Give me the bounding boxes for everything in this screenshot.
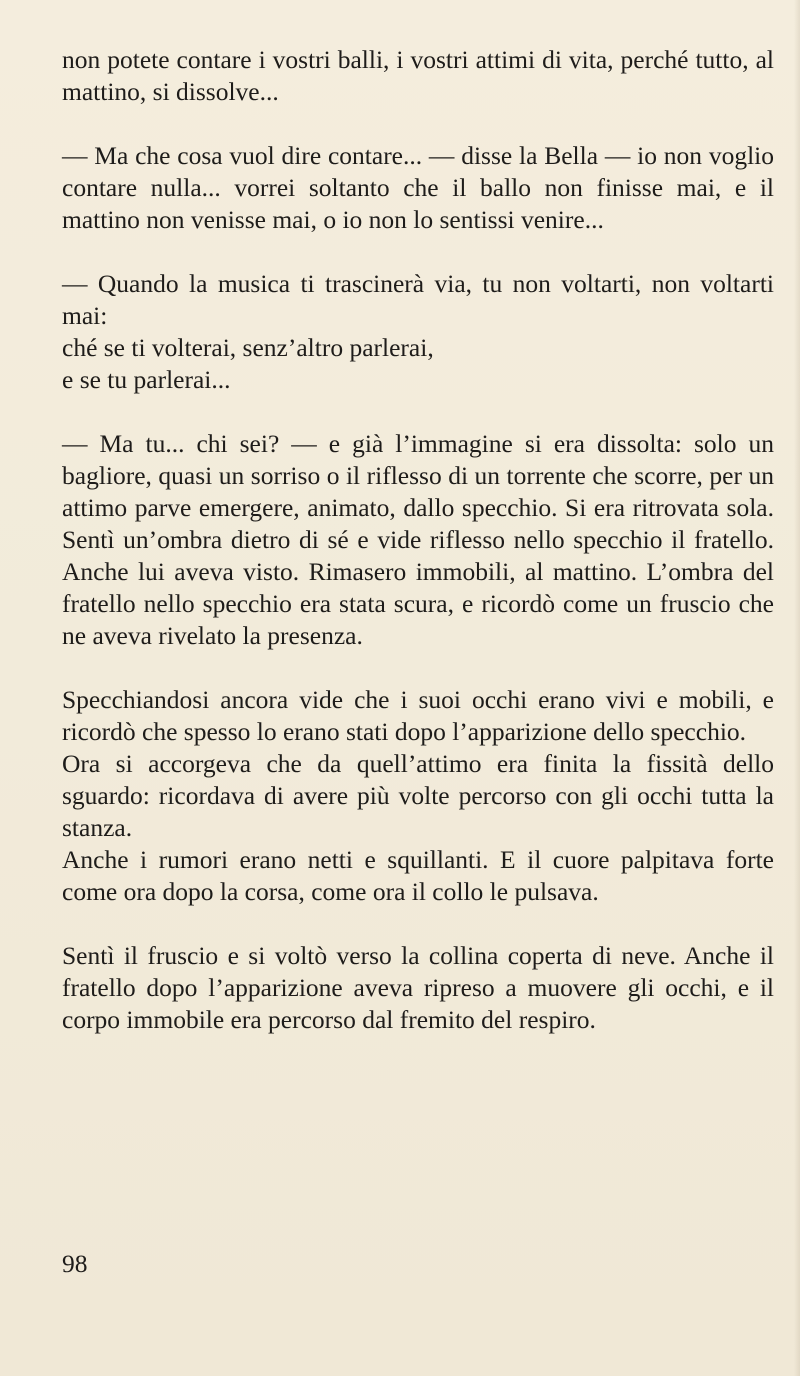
paragraph-2: — Ma che cosa vuol dire contare... — disse la Bella — io non voglio contare nulla... vorrei soltanto che il ballo non finisse mai, e il mattino non venisse mai, o io non lo sentissi venire...: [62, 141, 774, 234]
verse-line-2: e se tu parlerai...: [62, 365, 231, 394]
paragraph-8: Sentì il fruscio e si voltò verso la collina coperta di neve. Anche il fratello dopo l’apparizione aveva ripreso a muovere gli occhi, e il corpo immobile era percorso dal fremito del respiro.: [62, 941, 774, 1034]
verse-block: [62, 268, 774, 396]
paragraph-6: Ora si accorgeva che da quell’attimo era finita la fissità dello sguardo: ricordava di avere più volte percorso con gli occhi tutta la stanza.: [62, 749, 774, 842]
verse-line-1: ché se ti volterai, senz’altro parlerai,: [62, 333, 434, 362]
paragraph-5: Specchiandosi ancora vide che i suoi occhi erano vivi e mobili, e ricordò che spesso lo erano stati dopo l’apparizione dello specchio.: [62, 685, 774, 746]
paragraph-7: Anche i rumori erano netti e squillanti. E il cuore palpitava forte come ora dopo la corsa, come ora il collo le pulsava.: [62, 845, 774, 906]
paragraph-1: non potete contare i vostri balli, i vostri attimi di vita, perché tutto, al mattino, si dissolve...: [62, 45, 774, 106]
page-body-text: [62, 44, 774, 1036]
paragraph-4: — Ma tu... chi sei? — e già l’immagine si era dissolta: solo un bagliore, quasi un sorriso o il riflesso di un torrente che scorre, per un attimo parve emergere, animato, dallo specchio. Si era ritrovata sola. Sentì un’ombra dietro di sé e vide riflesso nello specchio il fratello. Anche lui aveva visto. Rimasero immobili, al mattino. L’ombra del fratello nello specchio era stata scura, e ricordò come un fruscio che ne aveva rivelato la presenza.: [62, 429, 774, 650]
page-number: 98: [62, 1249, 88, 1278]
page-edge-shadow: [794, 0, 800, 1376]
paragraph-3: — Quando la musica ti trascinerà via, tu non voltarti, non voltarti mai:: [62, 269, 774, 330]
